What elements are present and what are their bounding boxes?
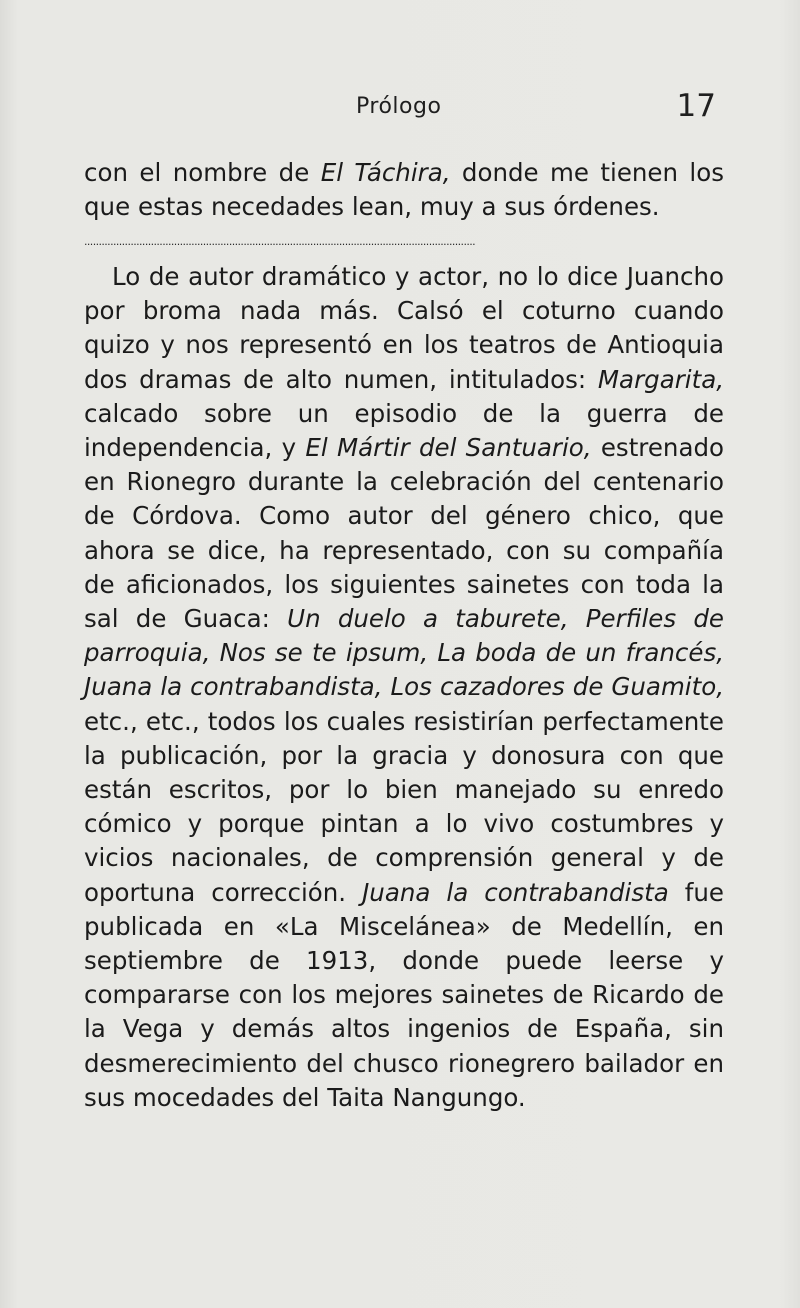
body-text: [84, 260, 724, 1115]
page-number: 17: [676, 88, 716, 124]
body-paragraph: Lo de autor dramático y actor, no lo dice Juancho por broma nada más. Calsó el coturno cuando quizo y nos representó en los teatros de Antioquia dos dramas de alto numen, intitulados: Margarita, calcado sobre un episodio de la guerra de independencia, y El Mártir del Santuario, estrenado en Rionegro durante la celebración del centenario de Córdova. Como autor del género chico, que ahora se dice, ha representado, con su compañía de aficionados, los siguientes sainetes con toda la sal de Guaca: Un duelo a taburete, Perfiles de parroquia, Nos se te ipsum, La boda de un francés, Juana la contrabandista, Los cazadores de Guamito, etc., etc., todos los cuales resistirían perfectamente la publicación, por la gracia y donosura con que están escritos, por lo bien manejado su enredo cómico y porque pintan a lo vivo costumbres y vicios nacionales, de comprensión general y de oportuna corrección. Juana la contrabandista fue publicada en «La Miscelánea» de Medellín, en septiembre de 1913, donde puede leerse y compararse con los mejores sainetes de Ricardo de la Vega y demás altos ingenios de España, sin desmerecimiento del chusco rionegrero bailador en sus mocedades del Taita Nangungo.: [84, 262, 724, 1112]
page-header: [84, 88, 716, 128]
work-title: Los cazadores de Guamito,: [390, 672, 724, 702]
work-title: El Táchira,: [320, 158, 451, 187]
work-title: Juana la contrabandista: [362, 877, 669, 907]
running-title: Prólogo: [356, 94, 442, 119]
separator-dots: .......................................................................................................................................: [84, 236, 476, 248]
work-title: Un duelo a taburete,: [287, 604, 569, 634]
continuation-text: [84, 156, 724, 224]
work-title: Juana la contrabandista,: [84, 672, 383, 702]
work-title: La boda de un francés,: [437, 638, 724, 668]
work-title: Perfiles de parroquia,: [84, 604, 724, 668]
continuation-paragraph: con el nombre de El Táchira, donde me tienen los que estas necedades lean, muy a sus órdenes.: [84, 158, 724, 222]
work-title: Nos se te ipsum,: [219, 638, 429, 668]
work-title: Margarita,: [597, 364, 724, 394]
work-title: El Mártir del Santuario,: [305, 433, 592, 463]
